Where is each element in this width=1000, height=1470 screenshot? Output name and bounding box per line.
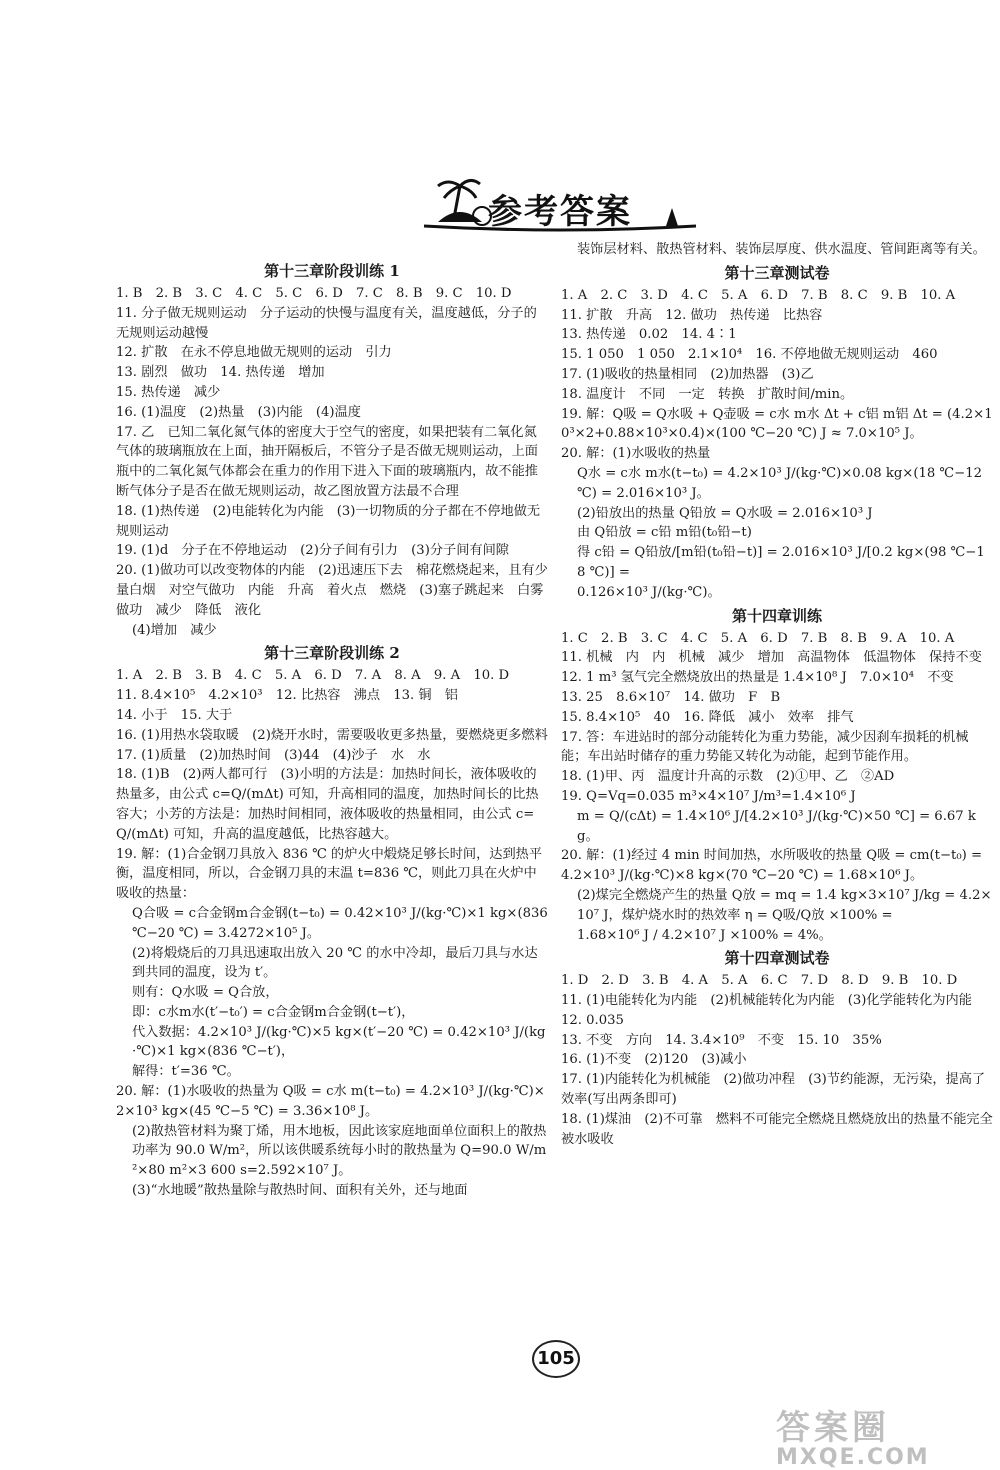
answer-line: 1. D 2. D 3. B 4. A 5. A 6. C 7. D 8. D 9. B 10. D xyxy=(561,973,958,989)
section-heading: 第十三章测试卷 xyxy=(724,263,830,282)
answer-line: (2)煤完全燃烧产生的热量 Q放 = mq = 1.4 kg×3×10⁷ J/kg = 4.2×10⁷ J，煤炉烧水时的热效率 η = Q吸/Q放 ×100% = xyxy=(577,887,992,923)
answer-line: 18. (1)甲、丙 温度计升高的示数 (2)①甲、乙 ②AD xyxy=(561,769,895,785)
watermark-logo xyxy=(776,1400,986,1470)
answer-line: 20. (1)做功可以改变物体的内能 (2)迅速压下去 棉花燃烧起来，且有少量白烟 对空气做功 内能 升高 着火点 燃烧 (3)塞子跳起来 白雾 做功 减少 降低 液化 xyxy=(116,563,557,618)
answer-line: m = Q/(cΔt) = 1.4×10⁶ J/[4.2×10³ J/(kg·℃)×50 ℃] = 6.67 kg。 xyxy=(577,808,976,844)
answer-line: 代入数据：4.2×10³ J/(kg·℃)×5 kg×(t′−20 ℃) = 0.42×10³ J/(kg·℃)×1 kg×(836 ℃−t′)， xyxy=(132,1024,546,1060)
section-heading: 第十四章测试卷 xyxy=(724,949,830,968)
answer-line: 1. A 2. C 3. D 4. C 5. A 6. D 7. B 8. C 9. B 10. A xyxy=(561,287,956,303)
answer-line: 18. (1)热传递 (2)电能转化为内能 (3)一切物质的分子都在不停地做无规则运动 xyxy=(116,503,541,539)
answer-line: 17. (1)吸收的热量相同 (2)加热器 (3)乙 xyxy=(561,366,814,382)
answer-line: 19. Q=Vq=0.035 m³×4×10⁷ J/m³=1.4×10⁶ J xyxy=(561,788,856,804)
answer-line: 15. 热传递 减少 xyxy=(116,384,221,400)
answer-line: 则有：Q水吸 = Q合放， xyxy=(132,985,279,1001)
answer-line: 13. 25 8.6×10⁷ 14. 做功 F B xyxy=(561,689,781,705)
answer-line: 即：c水m水(t′−t₀′) = c合金钢m合金钢(t−t′)， xyxy=(132,1004,415,1020)
answer-line: 19. 解：(1)合金钢刀具放入 836 ℃ 的炉火中煅烧足够长时间，达到热平衡，温度相同，所以，合金钢刀具的末温 t=836 ℃，则此刀具在火炉中吸收的热量： xyxy=(116,846,543,902)
answer-line: 13. 不变 方向 14. 3.4×10⁹ 不变 15. 10 35% xyxy=(561,1032,882,1048)
answer-line: 18. 温度计 不同 一定 转换 扩散时间/min。 xyxy=(561,386,854,402)
answer-line: 13. 剧烈 做功 14. 热传递 增加 xyxy=(116,365,325,381)
answer-line: 18. (1)煤油 (2)不可靠 燃料不可能完全燃烧且燃烧放出的热量不能完全被水吸收 xyxy=(561,1111,993,1147)
answer-line: 11. 8.4×10⁵ 4.2×10³ 12. 比热容 沸点 13. 铜 铝 xyxy=(116,688,458,704)
answer-line: 0.126×10³ J/(kg·℃)。 xyxy=(577,584,721,600)
section-heading: 第十四章训练 xyxy=(731,606,822,625)
answer-line: 12. 1 m³ 氢气完全燃烧放出的热量是 1.4×10⁸ J 7.0×10⁴ 不变 xyxy=(561,670,954,686)
watermark-bottom: MXQE.COM xyxy=(776,1445,930,1470)
answer-line: 由 Q铅放 = c铅 m铅(t₀铅−t) xyxy=(577,525,752,541)
answer-line: 15. 1 050 1 050 2.1×10⁴ 16. 不停地做无规则运动 460 xyxy=(561,347,938,363)
answer-line: 20. 解：(1)水吸收的热量 xyxy=(561,446,711,462)
answer-line: 11. 机械 内 内 机械 减少 增加 高温物体 低温物体 保持不变 xyxy=(561,650,982,666)
answer-line: 11. (1)电能转化为内能 (2)机械能转化为内能 (3)化学能转化为内能 xyxy=(561,993,972,1009)
answer-line: 16. (1)用热水袋取暖 (2)烧开水时，需要吸收更多热量，要燃烧更多燃料 xyxy=(116,727,548,743)
answer-line: 解得：t′=36 ℃。 xyxy=(132,1064,240,1080)
watermark-top: 答案圈 xyxy=(776,1408,890,1448)
answer-line: 1. B 2. B 3. C 4. C 5. C 6. D 7. C 8. B 9. C 10. D xyxy=(116,286,512,301)
answer-line: 13. 热传递 0.02 14. 4∶1 xyxy=(561,327,737,343)
answer-line: 19. (1)d 分子在不停地运动 (2)分子间有引力 (3)分子间有间隙 xyxy=(116,543,509,559)
page-number: 105 xyxy=(532,1340,580,1378)
answer-line: 得 c铅 = Q铅放/[m铅(t₀铅−t)] = 2.016×10³ J/[0.2 kg×(98 ℃−18 ℃)] = xyxy=(577,545,985,580)
answers-left-column xyxy=(116,258,557,1201)
answer-line: 16. (1)温度 (2)热量 (3)内能 (4)温度 xyxy=(116,404,361,420)
answer-line: 17. 答：车进站时的部分动能转化为重力势能，减少因刹车损耗的机械能；车出站时储存的重力势能又转化为动能，起到节能作用。 xyxy=(561,729,969,765)
answer-line: 17. (1)内能转化为机械能 (2)做功冲程 (3)节约能源，无污染，提高了效率(写出两条即可) xyxy=(561,1072,986,1108)
answer-line: Q水 = c水 m水(t−t₀) = 4.2×10³ J/(kg·℃)×0.08 kg×(18 ℃−12 ℃) = 2.016×10³ J。 xyxy=(577,465,983,501)
answer-line: 12. 扩散 在永不停息地做无规则的运动 引力 xyxy=(116,345,392,361)
answer-line: 16. (1)不变 (2)120 (3)减小 xyxy=(561,1052,747,1068)
answer-line: 1. A 2. B 3. B 4. C 5. A 6. D 7. A 8. A 9. A 10. D xyxy=(116,668,510,684)
answer-line: (2)将煅烧后的刀具迅速取出放入 20 ℃ 的水中冷却，最后刀具与水达到共同的温度，设为 t′。 xyxy=(132,945,538,981)
answer-line: 1. C 2. B 3. C 4. C 5. A 6. D 7. B 8. B 9. A 10. A xyxy=(561,630,955,646)
answer-line: 19. 解：Q吸 = Q水吸 + Q壶吸 = c水 m水 Δt + c铝 m铝 Δt = (4.2×10³×2+0.88×10³×0.4)×(100 ℃−20 ℃) J ≈ 7.0×10⁵ J。 xyxy=(561,406,993,442)
answer-line: Q合吸 = c合金钢m合金钢(t−t₀) = 0.42×10³ J/(kg·℃)×1 kg×(836 ℃−20 ℃) = 3.4272×10⁵ J。 xyxy=(132,905,548,941)
answer-line: 11. 扩散 升高 12. 做功 热传递 比热容 xyxy=(561,307,823,323)
answer-line: 14. 小于 15. 大于 xyxy=(116,707,233,723)
answer-line: 17. (1)质量 (2)加热时间 (3)44 (4)沙子 水 水 xyxy=(116,747,431,763)
page-title: 参考答案 xyxy=(488,192,632,232)
answer-line: 装饰层材料、散热管材料、装饰层厚度、供水温度、管间距离等有关。 xyxy=(577,242,986,257)
answer-line: (2)散热管材料为聚丁烯，用木地板，因此该家庭地面单位面积上的散热功率为 90.0 W/m²，所以该供暖系统每小时的散热量为 Q=90.0 W/m²×80 m²×3 600 s=2.592×10⁷ J。 xyxy=(132,1123,547,1179)
answer-line: 11. 分子做无规则运动 分子运动的快慢与温度有关，温度越低，分子的无规则运动越慢 xyxy=(116,305,537,341)
answer-line: 1.68×10⁶ J / 4.2×10⁷ J ×100% = 4%。 xyxy=(577,927,832,943)
answer-line: 12. 0.035 xyxy=(561,1012,624,1028)
answer-line: (2)铅放出的热量 Q铅放 = Q水吸 = 2.016×10³ J xyxy=(577,505,873,521)
answer-line: 15. 8.4×10⁵ 40 16. 降低 减小 效率 排气 xyxy=(561,709,854,725)
answer-line: 20. 解：(1)经过 4 min 时间加热，水所吸收的热量 Q吸 = cm(t−t₀) = 4.2×10³ J/(kg·℃)×8 kg×(70 ℃−20 ℃) = 1.68×10⁶ J。 xyxy=(561,848,983,884)
answer-line: (3)“水地暖”散热量除与散热时间、面积有关外，还与地面 xyxy=(132,1183,468,1199)
answer-line: 20. 解：(1)水吸收的热量为 Q吸 = c水 m(t−t₀) = 4.2×10³ J/(kg·℃)×2×10³ kg×(45 ℃−5 ℃) = 3.36×10⁸ J。 xyxy=(116,1084,545,1119)
answer-line: 17. 乙 已知二氧化氮气体的密度大于空气的密度，如果把装有二氧化氮气体的玻璃瓶放在上面，抽开隔板后，不管分子是否做无规则运动，上面瓶中的二氧化氮气体都会在重力的作用下进入下面的玻璃瓶内，故不能推断气体分子是否在做无规则运动，故乙图放置方法最不合理 xyxy=(116,424,538,499)
section-heading: 第十三章阶段训练 2 xyxy=(264,644,400,663)
section-heading: 第十三章阶段训练 1 xyxy=(264,262,400,280)
answers-right-column xyxy=(561,240,993,1149)
answer-line: (4)增加 减少 xyxy=(132,622,217,638)
answer-line: 18. (1)B (2)两人都可行 (3)小明的方法是：加热时间长，液体吸收的热量多，由公式 c=Q/(mΔt) 可知，升高相同的温度，加热时间长的比热容大；小芳的方法是：加热时间相同，液体吸收的热量相同，由公式 c=Q/(mΔt) 可知，升高的温度越低，比热容越大。 xyxy=(116,767,539,842)
